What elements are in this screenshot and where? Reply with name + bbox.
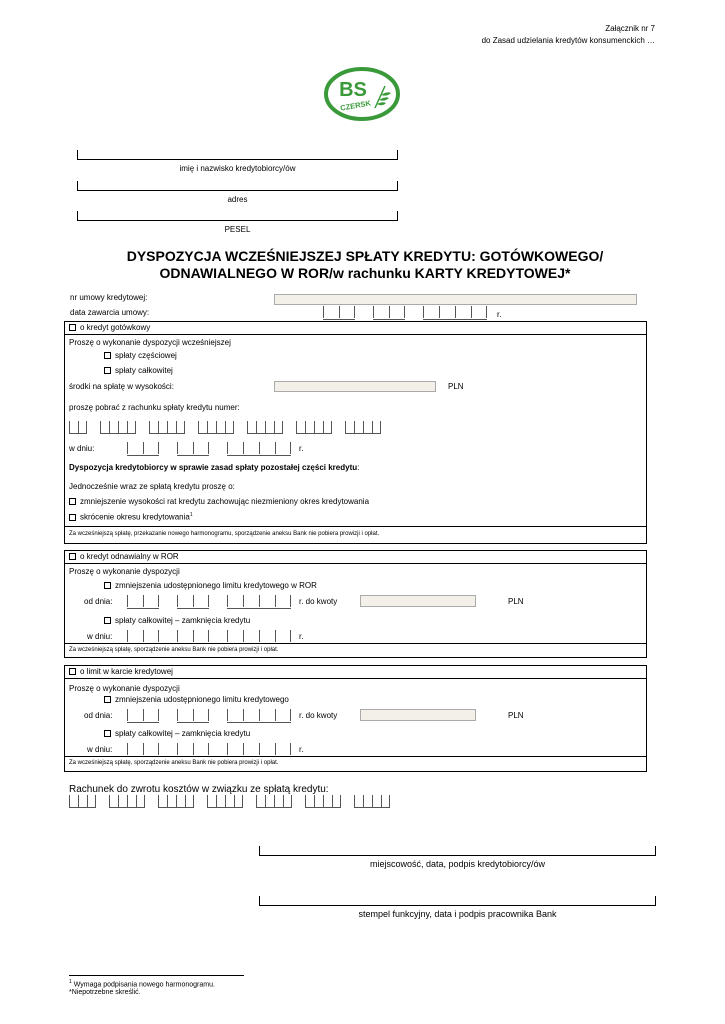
card-from-month[interactable] (177, 709, 209, 723)
revolving-reduce-option[interactable]: zmniejszenia udostępnionego limitu kredytowego w ROR (104, 581, 317, 590)
revolving-date-year[interactable] (227, 630, 291, 644)
card-amount-input[interactable] (360, 709, 476, 721)
revolving-request: Proszę o wykonanie dyspozycji (69, 567, 180, 576)
shorten-period-option[interactable]: skrócenie okresu kredytowania$^1$ (69, 512, 193, 522)
annex-subtitle: do Zasad udzielania kredytów konsumenckich … (481, 36, 655, 45)
refund-account-label: Rachunek do zwrotu kosztów w związku ze spłatą kredytu: (69, 784, 329, 795)
client-signature-label: miejscowość, data, podpis kredytobiorcy/ów (369, 859, 546, 869)
revolving-date-month[interactable] (177, 630, 209, 644)
contract-date-year[interactable] (423, 306, 487, 320)
card-date-day[interactable] (127, 743, 159, 757)
cash-date-month[interactable] (177, 442, 209, 456)
card-from-label: od dnia: (84, 711, 113, 720)
contract-number-input[interactable] (274, 294, 637, 305)
revolving-from-label: od dnia: (84, 597, 113, 606)
cash-full-option[interactable]: spłaty całkowitej (104, 366, 173, 375)
contract-number-label: nr umowy kredytowej: (70, 293, 148, 302)
revolving-checkbox[interactable] (69, 553, 76, 560)
address-label: adres (227, 195, 248, 204)
cash-date-label: w dniu: (69, 444, 95, 453)
cash-date-suffix: r. (299, 444, 304, 453)
together-text: Jednocześnie wraz ze spłatą kredytu proszę o: (69, 482, 235, 491)
card-from-day[interactable] (127, 709, 159, 723)
revolving-from-month[interactable] (177, 595, 209, 609)
reduce-installment-option[interactable]: zmniejszenie wysokości rat kredytu zachowując niezmieniony okres kredytowania (69, 497, 369, 506)
reduce-installment-checkbox[interactable] (69, 498, 76, 505)
bank-signature-label: stempel funkcyjny, data i podpis pracownika Bank (358, 909, 557, 919)
shorten-period-checkbox[interactable] (69, 514, 76, 521)
card-to-amount-label: r. do kwoty (299, 711, 338, 720)
revolving-note: Za wcześniejszą spłatę, sporządzenie aneksu Bank nie pobiera prowizji i opłat. (69, 647, 279, 653)
revolving-amount-input[interactable] (360, 595, 476, 607)
refund-account-number[interactable] (69, 795, 390, 808)
cash-amount-label: środki na spłatę w wysokości: (69, 382, 174, 391)
section-cash-loan-heading: o kredyt gotówkowy (69, 323, 150, 332)
cash-loan-checkbox[interactable] (69, 324, 76, 331)
annex-number: Załącznik nr 7 (605, 24, 655, 33)
cash-date-year[interactable] (227, 442, 291, 456)
card-request: Proszę o wykonanie dyspozycji (69, 684, 180, 693)
revolving-currency: PLN (508, 597, 524, 606)
revolving-date-day[interactable] (127, 630, 159, 644)
footnote-1: $^1$ Wymaga podpisania nowego harmonogramu. (69, 979, 215, 989)
card-currency: PLN (508, 711, 524, 720)
card-reduce-checkbox[interactable] (104, 696, 111, 703)
name-label: imię i nazwisko kredytobiorcy/ów (179, 164, 296, 173)
client-signature-field[interactable] (259, 846, 656, 856)
revolving-reduce-checkbox[interactable] (104, 582, 111, 589)
card-date-suffix: r. (299, 745, 304, 754)
revolving-date-label: w dniu: (87, 632, 113, 641)
bank-logo (323, 66, 401, 122)
contract-date-day[interactable] (323, 306, 355, 320)
card-checkbox[interactable] (69, 668, 76, 675)
cash-amount-input[interactable] (274, 381, 436, 392)
name-field[interactable] (77, 150, 398, 160)
cash-account-label: proszę pobrać z rachunku spłaty kredytu numer: (69, 403, 240, 412)
revolving-to-amount-label: r. do kwoty (299, 597, 338, 606)
card-date-label: w dniu: (87, 745, 113, 754)
card-full-checkbox[interactable] (104, 730, 111, 737)
contract-date-label: data zawarcia umowy: (70, 308, 150, 317)
full-checkbox[interactable] (104, 367, 111, 374)
card-from-year[interactable] (227, 709, 291, 723)
partial-checkbox[interactable] (104, 352, 111, 359)
form-title-line1: DYSPOZYCJA WCZEŚNIEJSZEJ SPŁATY KREDYTU: GOTÓWKOWEGO/ (126, 248, 604, 264)
revolving-from-day[interactable] (127, 595, 159, 609)
contract-date-month[interactable] (373, 306, 405, 320)
pesel-field[interactable] (77, 211, 398, 221)
cash-date-day[interactable] (127, 442, 159, 456)
logo-sub-text: CZERSK (339, 98, 372, 113)
cash-partial-option[interactable]: spłaty częściowej (104, 351, 177, 360)
section-revolving-heading: o kredyt odnawialny w ROR (69, 552, 179, 561)
address-field[interactable] (77, 181, 398, 191)
disposition-title: Dyspozycja kredytobiorcy w sprawie zasad spłaty pozostałej części kredytu: (69, 463, 360, 472)
card-note: Za wcześniejszą spłatę, sporządzenie aneksu Bank nie pobiera prowizji i opłat. (69, 760, 279, 766)
section-card-heading: o limit w karcie kredytowej (69, 667, 173, 676)
revolving-date-suffix: r. (299, 632, 304, 641)
pesel-label: PESEL (224, 225, 251, 234)
contract-date-suffix: r. (497, 310, 502, 319)
revolving-from-year[interactable] (227, 595, 291, 609)
card-date-year[interactable] (227, 743, 291, 757)
logo-main-text: BS (339, 79, 367, 101)
card-date-month[interactable] (177, 743, 209, 757)
bank-signature-field[interactable] (259, 896, 656, 906)
form-title-line2: ODNAWIALNEGO W ROR/w rachunku KARTY KREDYTOWEJ* (159, 265, 571, 281)
revolving-full-checkbox[interactable] (104, 617, 111, 624)
cash-currency: PLN (448, 382, 464, 391)
footnote-asterisk: *Niepotrzebne skreślić. (69, 989, 141, 996)
cash-note: Za wcześniejszą spłatę, przekazanie nowego harmonogramu, sporządzenie aneksu Bank nie pobiera prowizji i opłat. (69, 531, 380, 537)
card-full-option[interactable]: spłaty całkowitej – zamknięcia kredytu (104, 729, 250, 738)
card-reduce-option[interactable]: zmniejszenia udostępnionego limitu kredytowego (104, 695, 289, 704)
cash-account-number[interactable] (69, 421, 381, 434)
cash-request-text: Proszę o wykonanie dyspozycji wcześniejszej (69, 338, 231, 347)
revolving-full-option[interactable]: spłaty całkowitej – zamknięcia kredytu (104, 616, 250, 625)
